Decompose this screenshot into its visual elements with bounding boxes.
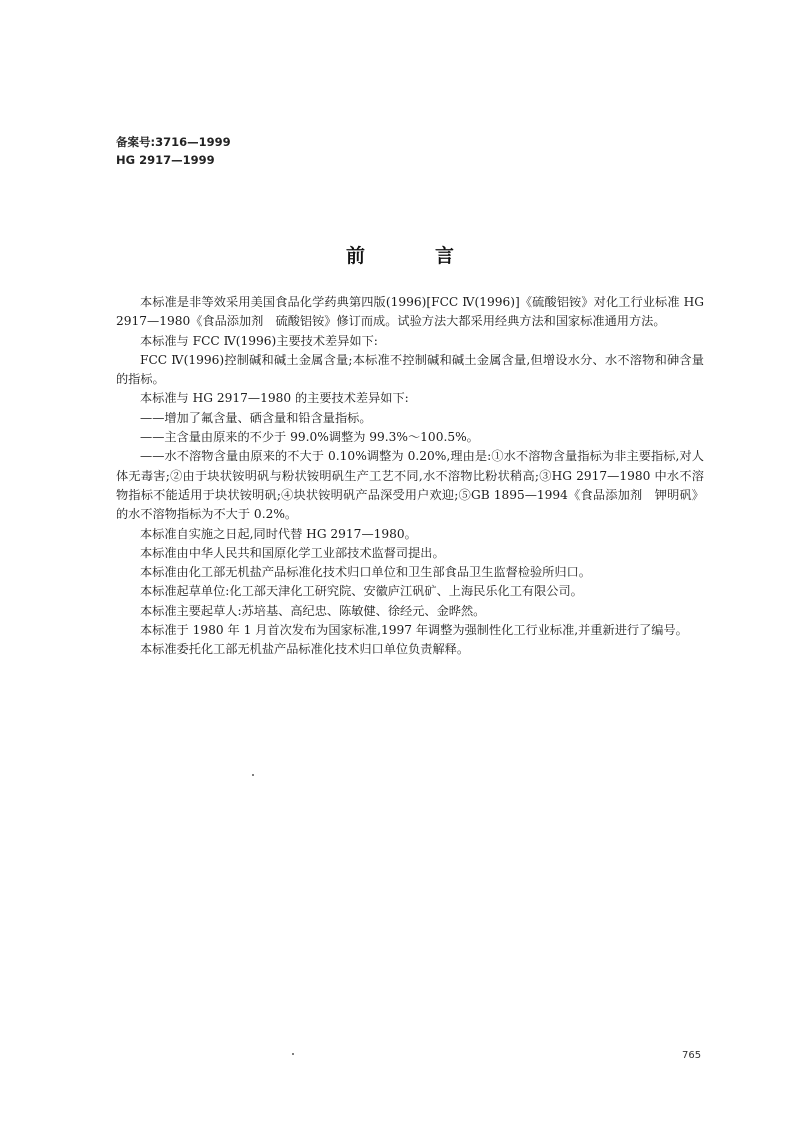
standard-number: HG 2917—1999 <box>116 153 215 167</box>
page-title <box>0 241 800 268</box>
paragraph-replaces: 本标准自实施之日起,同时代替 HG 2917—1980。 <box>140 526 417 541</box>
scan-speck <box>292 1053 294 1055</box>
paragraph-drafting-units: 本标准起草单位:化工部天津化工研究院、安徽庐江矾矿、上海民乐化工有限公司。 <box>140 584 583 599</box>
page-number: 765 <box>682 1050 702 1061</box>
filing-number: 备案号:3716—1999 <box>116 135 231 149</box>
title-char-2: 言 <box>435 245 455 267</box>
scan-speck <box>252 774 254 776</box>
paragraph-drafters: 本标准主要起草人:苏培基、高纪忠、陈敏健、徐经元、金晔然。 <box>140 603 486 618</box>
paragraph-hg-diff-intro: 本标准与 HG 2917—1980 的主要技术差异如下: <box>140 391 409 406</box>
paragraph-adoption: 本标准是非等效采用美国食品化学药典第四版(1996)[FCC Ⅳ(1996)]《硫酸铝铵》对化工行业标准 HG 2917—1980《食品添加剂 硫酸铝铵》修订而成。试验方法大都采用经典方法和国家标准通用方法。 <box>116 295 704 329</box>
title-char-1: 前 <box>345 245 365 267</box>
paragraph-interpretation: 本标准委托化工部无机盐产品标准化技术归口单位负责解释。 <box>140 642 470 657</box>
paragraph-centralized-by: 本标准由化工部无机盐产品标准化技术归口单位和卫生部食品卫生监督检验所归口。 <box>140 565 591 580</box>
document-header <box>116 133 231 169</box>
paragraph-history: 本标准于 1980 年 1 月首次发布为国家标准,1997 年调整为强制性化工行业标准,并重新进行了编号。 <box>140 623 688 638</box>
list-item-main-content: ——主含量由原来的不少于 99.0%调整为 99.3%～100.5%。 <box>140 430 479 445</box>
list-item-insoluble-matter: ——水不溶物含量由原来的不大于 0.10%调整为 0.20%,理由是:①水不溶物含量指标为非主要指标,对人体无毒害;②由于块状铵明矾与粉状铵明矾生产工艺不同,水不溶物比粉状稍高;③HG 2917—1980 中水不溶物指标不能适用于块状铵明矾;④块状铵明矾产品深受用户欢迎;⑤GB 1895—1994《食品添加剂 钾明矾》的水不溶物指标为不大于 0.2%。 <box>116 449 704 522</box>
list-item-added-indicators: ——增加了氟含量、硒含量和铅含量指标。 <box>140 410 372 425</box>
paragraph-fcc-diff-intro: 本标准与 FCC Ⅳ(1996)主要技术差异如下: <box>140 333 378 348</box>
paragraph-proposed-by: 本标准由中华人民共和国原化学工业部技术监督司提出。 <box>140 545 445 560</box>
foreword-body <box>116 293 704 660</box>
paragraph-fcc-diff: FCC Ⅳ(1996)控制碱和碱土金属含量;本标准不控制碱和碱土金属含量,但增设水分、水不溶物和砷含量的指标。 <box>116 352 704 387</box>
